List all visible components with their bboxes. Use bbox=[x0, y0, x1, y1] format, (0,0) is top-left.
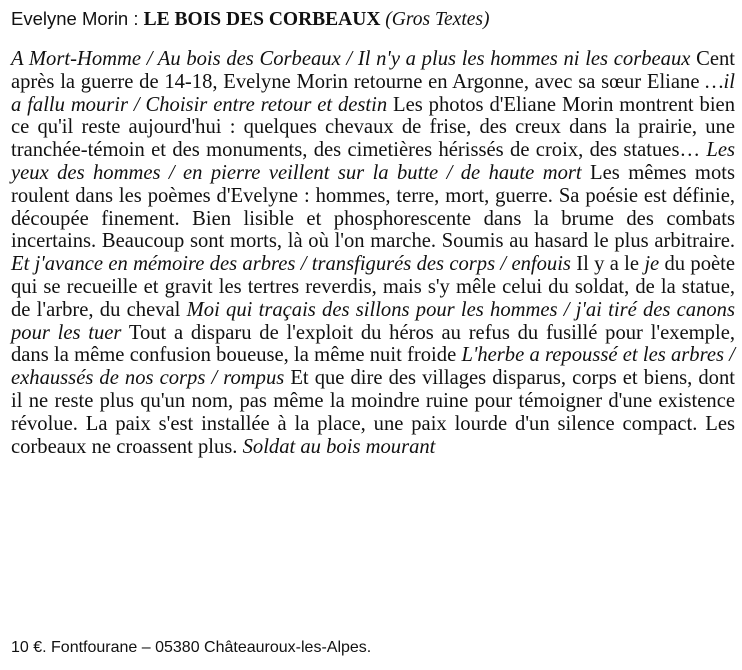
emphasis-word: je bbox=[644, 253, 660, 276]
book-title: LE BOIS DES CORBEAUX bbox=[143, 9, 381, 30]
review-text: Cent après la guerre de 14-18, Evelyne Morin retourne en Argonne, avec sa sœur Eliane bbox=[11, 48, 735, 93]
review-text: Tout a disparu de l'exploit du héros au refus du fusillé pour l'exemple, dans la même confusion boueuse, la même nuit froide bbox=[11, 321, 735, 367]
quote: Moi qui traçais des sillons pour les hommes / j'ai tiré des canons pour les tuer bbox=[11, 298, 735, 344]
author-name: Evelyne Morin : bbox=[11, 8, 144, 29]
review-text: du poète qui se recueille et gravit les tertres reverdis, mais s'y mêle celui du soldat, de la statue, de l'arbre, du cheval bbox=[11, 253, 735, 321]
quote: …il a fallu mourir / Choisir entre retour et destin bbox=[11, 70, 735, 116]
review-text: Les photos d'Eliane Morin montrent bien ce qu'il reste aujourd'hui : quelques chevaux de frise, des creux dans la prairie, une tranchée-témoin et des monuments, des cimetières hérissés de croix, des statues… bbox=[11, 93, 735, 162]
review-heading bbox=[11, 6, 735, 33]
review-page bbox=[11, 0, 735, 670]
quote: Les yeux des hommes / en pierre veillent sur la butte / de haute mort bbox=[11, 139, 735, 184]
publisher-name: (Gros Textes) bbox=[385, 9, 490, 30]
quote: Soldat au bois mourant bbox=[242, 435, 436, 458]
quote: A Mort-Homme / Au bois des Corbeaux / Il n'y a plus les hommes ni les corbeaux bbox=[11, 48, 691, 70]
publisher-info: 10 €. Fontfourane – 05380 Châteauroux-les-Alpes. bbox=[11, 639, 372, 656]
review-body bbox=[11, 48, 735, 458]
quote: Et j'avance en mémoire des arbres / transfigurés des corps / enfouis bbox=[11, 253, 571, 276]
quote: L'herbe a repoussé et les arbres / exhaussés de nos corps / rompus bbox=[11, 344, 735, 390]
review-text: Et que dire des villages disparus, corps et biens, dont il ne reste plus qu'un nom, pas même la moindre ruine pour témoigner d'une existence révolue. La paix s'est installée à la place, une paix lourde d'un silence compact. Les corbeaux ne croassent plus. bbox=[11, 367, 736, 458]
review-text: Il y a le bbox=[570, 253, 645, 276]
review-text: Les mêmes mots roulent dans les poèmes d'Evelyne : hommes, terre, mort, guerre. Sa poésie est définie, découpée finement. Bien lisible et phosphorescente dans la brume des combats incertains. Beaucoup sont morts, là où l'on marche. Soumis au hasard le plus arbitraire. bbox=[11, 161, 735, 253]
